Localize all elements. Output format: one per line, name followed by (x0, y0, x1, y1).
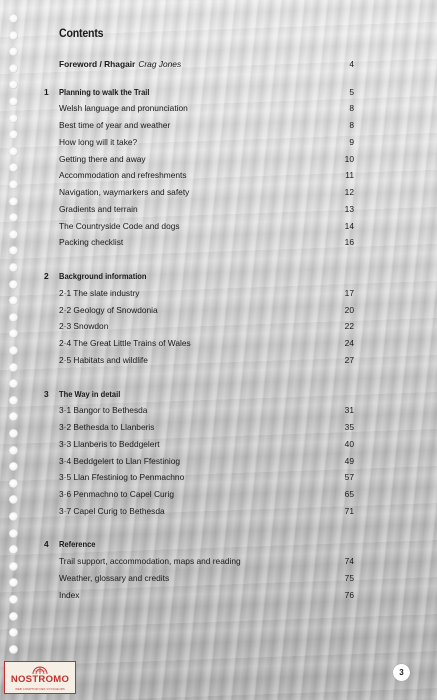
punch-hole-icon (9, 230, 18, 239)
toc-row-foreword[interactable] (44, 57, 354, 71)
toc-row[interactable] (44, 353, 354, 367)
punch-hole-icon (9, 545, 18, 554)
toc-entry-label: 3·4 Beddgelert to Llan Ffestiniog (59, 456, 181, 466)
toc-page-number: 16 (344, 237, 354, 247)
toc-page-number: 57 (344, 472, 354, 482)
toc-page-number: 11 (345, 170, 354, 180)
punch-hole-icon (9, 14, 18, 23)
toc-row[interactable] (44, 286, 354, 300)
foreword-entry (59, 57, 181, 71)
toc-row[interactable] (44, 588, 354, 602)
toc-entry-label: 2·1 The slate industry (59, 288, 140, 298)
punch-hole-icon (9, 562, 18, 571)
punch-hole-icon (9, 612, 18, 621)
globe-arc-icon (32, 664, 48, 674)
toc-row[interactable] (44, 235, 354, 249)
punch-hole-icon (9, 479, 18, 488)
toc-entry-label: 2·5 Habitats and wildlife (59, 355, 148, 365)
toc-page-number: 14 (344, 221, 354, 231)
punch-hole-icon (9, 462, 18, 471)
toc-entry-label: Best time of year and weather (59, 120, 171, 130)
punch-hole-icon (9, 578, 18, 587)
section-title: Background information (59, 271, 147, 281)
punch-hole-icon (9, 595, 18, 604)
toc-entry-label: 3·1 Bangor to Bethesda (59, 405, 148, 415)
toc-row[interactable] (44, 554, 354, 568)
punch-hole-icon (9, 429, 18, 438)
toc-page-number: 5 (349, 87, 354, 97)
toc-page-number: 76 (344, 590, 354, 600)
toc-section-4[interactable] (44, 537, 354, 551)
toc-page-number: 17 (344, 288, 354, 298)
toc-row[interactable] (44, 168, 354, 182)
page-number-badge: 3 (393, 664, 410, 681)
section-title: Reference (59, 539, 96, 549)
toc-entry-label: 3·5 Llan Ffestiniog to Penmachno (59, 472, 185, 482)
section-title: The Way in detail (59, 389, 121, 399)
punch-hole-icon (9, 313, 18, 322)
toc-page-number: 13 (344, 204, 354, 214)
binding-holes (9, 14, 19, 694)
punch-hole-icon (9, 495, 18, 504)
punch-hole-icon (9, 147, 18, 156)
punch-hole-icon (9, 346, 18, 355)
punch-hole-icon (9, 296, 18, 305)
punch-hole-icon (9, 512, 18, 521)
logo-tagline: WEB COMPTOIR DES VOYAGEURS (15, 687, 65, 691)
punch-hole-icon (9, 446, 18, 455)
toc-entry-label: Getting there and away (59, 154, 146, 164)
section-title: Planning to walk the Trail (59, 87, 150, 97)
toc-page-number: 4 (349, 59, 354, 69)
toc-page-number: 27 (344, 355, 354, 365)
toc-row[interactable] (44, 437, 354, 451)
punch-hole-icon (9, 280, 18, 289)
toc-row[interactable] (44, 135, 354, 149)
punch-hole-icon (9, 329, 18, 338)
toc-row[interactable] (44, 202, 354, 216)
toc-entry-label: 3·2 Bethesda to Llanberis (59, 422, 155, 432)
nostromo-logo (4, 661, 76, 694)
section-number: 3 (44, 389, 49, 399)
punch-hole-icon (9, 197, 18, 206)
toc-entry-label: 2·3 Snowdon (59, 321, 109, 331)
toc-row[interactable] (44, 571, 354, 585)
punch-hole-icon (9, 396, 18, 405)
toc-entry-label: Accommodation and refreshments (59, 170, 187, 180)
toc-entry-label: 2·4 The Great Little Trains of Wales (59, 338, 191, 348)
toc-page-number: 65 (344, 489, 354, 499)
punch-hole-icon (9, 379, 18, 388)
toc-page-number: 35 (344, 422, 354, 432)
toc-row[interactable] (44, 487, 354, 501)
punch-hole-icon (9, 246, 18, 255)
punch-hole-icon (9, 130, 18, 139)
punch-hole-icon (9, 213, 18, 222)
toc-page-number: 8 (349, 103, 354, 113)
toc-page-number: 12 (344, 187, 354, 197)
toc-page-number: 8 (349, 120, 354, 130)
toc-row[interactable] (44, 504, 354, 518)
punch-hole-icon (9, 529, 18, 538)
punch-hole-icon (9, 64, 18, 73)
punch-hole-icon (9, 628, 18, 637)
toc-page-number: 24 (344, 338, 354, 348)
punch-hole-icon (9, 47, 18, 56)
toc-page-number: 49 (344, 456, 354, 466)
toc-entry-label: 3·6 Penmachno to Capel Curig (59, 489, 174, 499)
section-number: 4 (44, 539, 49, 549)
toc-section-2[interactable] (44, 269, 354, 283)
toc-row[interactable] (44, 470, 354, 484)
toc-row[interactable] (44, 319, 354, 333)
toc-entry-label: The Countryside Code and dogs (59, 221, 180, 231)
punch-hole-icon (9, 80, 18, 89)
section-number: 1 (44, 87, 49, 97)
punch-hole-icon (9, 263, 18, 272)
toc-row[interactable] (44, 219, 354, 233)
toc-entry-label: 2·2 Geology of Snowdonia (59, 305, 158, 315)
punch-hole-icon (9, 645, 18, 654)
toc-page-number: 31 (344, 405, 354, 415)
toc-page-number: 9 (349, 137, 354, 147)
toc-section-1[interactable] (44, 85, 354, 99)
toc-page-number: 71 (344, 506, 354, 516)
toc-row[interactable] (44, 420, 354, 434)
punch-hole-icon (9, 31, 18, 40)
toc-entry-label: How long will it take? (59, 137, 138, 147)
punch-hole-icon (9, 412, 18, 421)
toc-row[interactable] (44, 101, 354, 115)
toc-page-number: 20 (344, 305, 354, 315)
foreword-author: Crag Jones (138, 59, 182, 69)
punch-hole-icon (9, 114, 18, 123)
toc-page-number: 40 (344, 439, 354, 449)
toc-entry-label: Navigation, waymarkers and safety (59, 187, 190, 197)
punch-hole-icon (9, 180, 18, 189)
toc-row[interactable] (44, 403, 354, 417)
toc-page-number: 75 (344, 573, 354, 583)
toc-page-number: 74 (344, 556, 354, 566)
toc-entry-label: Trail support, accommodation, maps and reading (59, 556, 241, 566)
toc-entry-label: 3·3 Llanberis to Beddgelert (59, 439, 160, 449)
toc-row[interactable] (44, 454, 354, 468)
toc-row[interactable] (44, 185, 354, 199)
punch-hole-icon (9, 163, 18, 172)
foreword-label: Foreword / Rhagair (59, 59, 136, 69)
punch-hole-icon (9, 97, 18, 106)
toc-page-number: 22 (344, 321, 354, 331)
logo-brand-text: NOSTROMO (10, 674, 70, 685)
toc-entry-label: 3·7 Capel Curig to Bethesda (59, 506, 165, 516)
section-number: 2 (44, 271, 49, 281)
toc-row[interactable] (44, 152, 354, 166)
toc-page-number: 10 (344, 154, 354, 164)
toc-entry-label: Gradients and terrain (59, 204, 138, 214)
toc-entry-label: Packing checklist (59, 237, 124, 247)
toc-entry-label: Weather, glossary and credits (59, 573, 170, 583)
toc-entry-label: Index (59, 590, 80, 600)
toc-row[interactable] (44, 303, 354, 317)
toc-row[interactable] (44, 118, 354, 132)
toc-entry-label: Welsh language and pronunciation (59, 103, 188, 113)
toc-section-3[interactable] (44, 387, 354, 401)
contents-title: Contents (59, 28, 104, 40)
punch-hole-icon (9, 363, 18, 372)
toc-row[interactable] (44, 336, 354, 350)
